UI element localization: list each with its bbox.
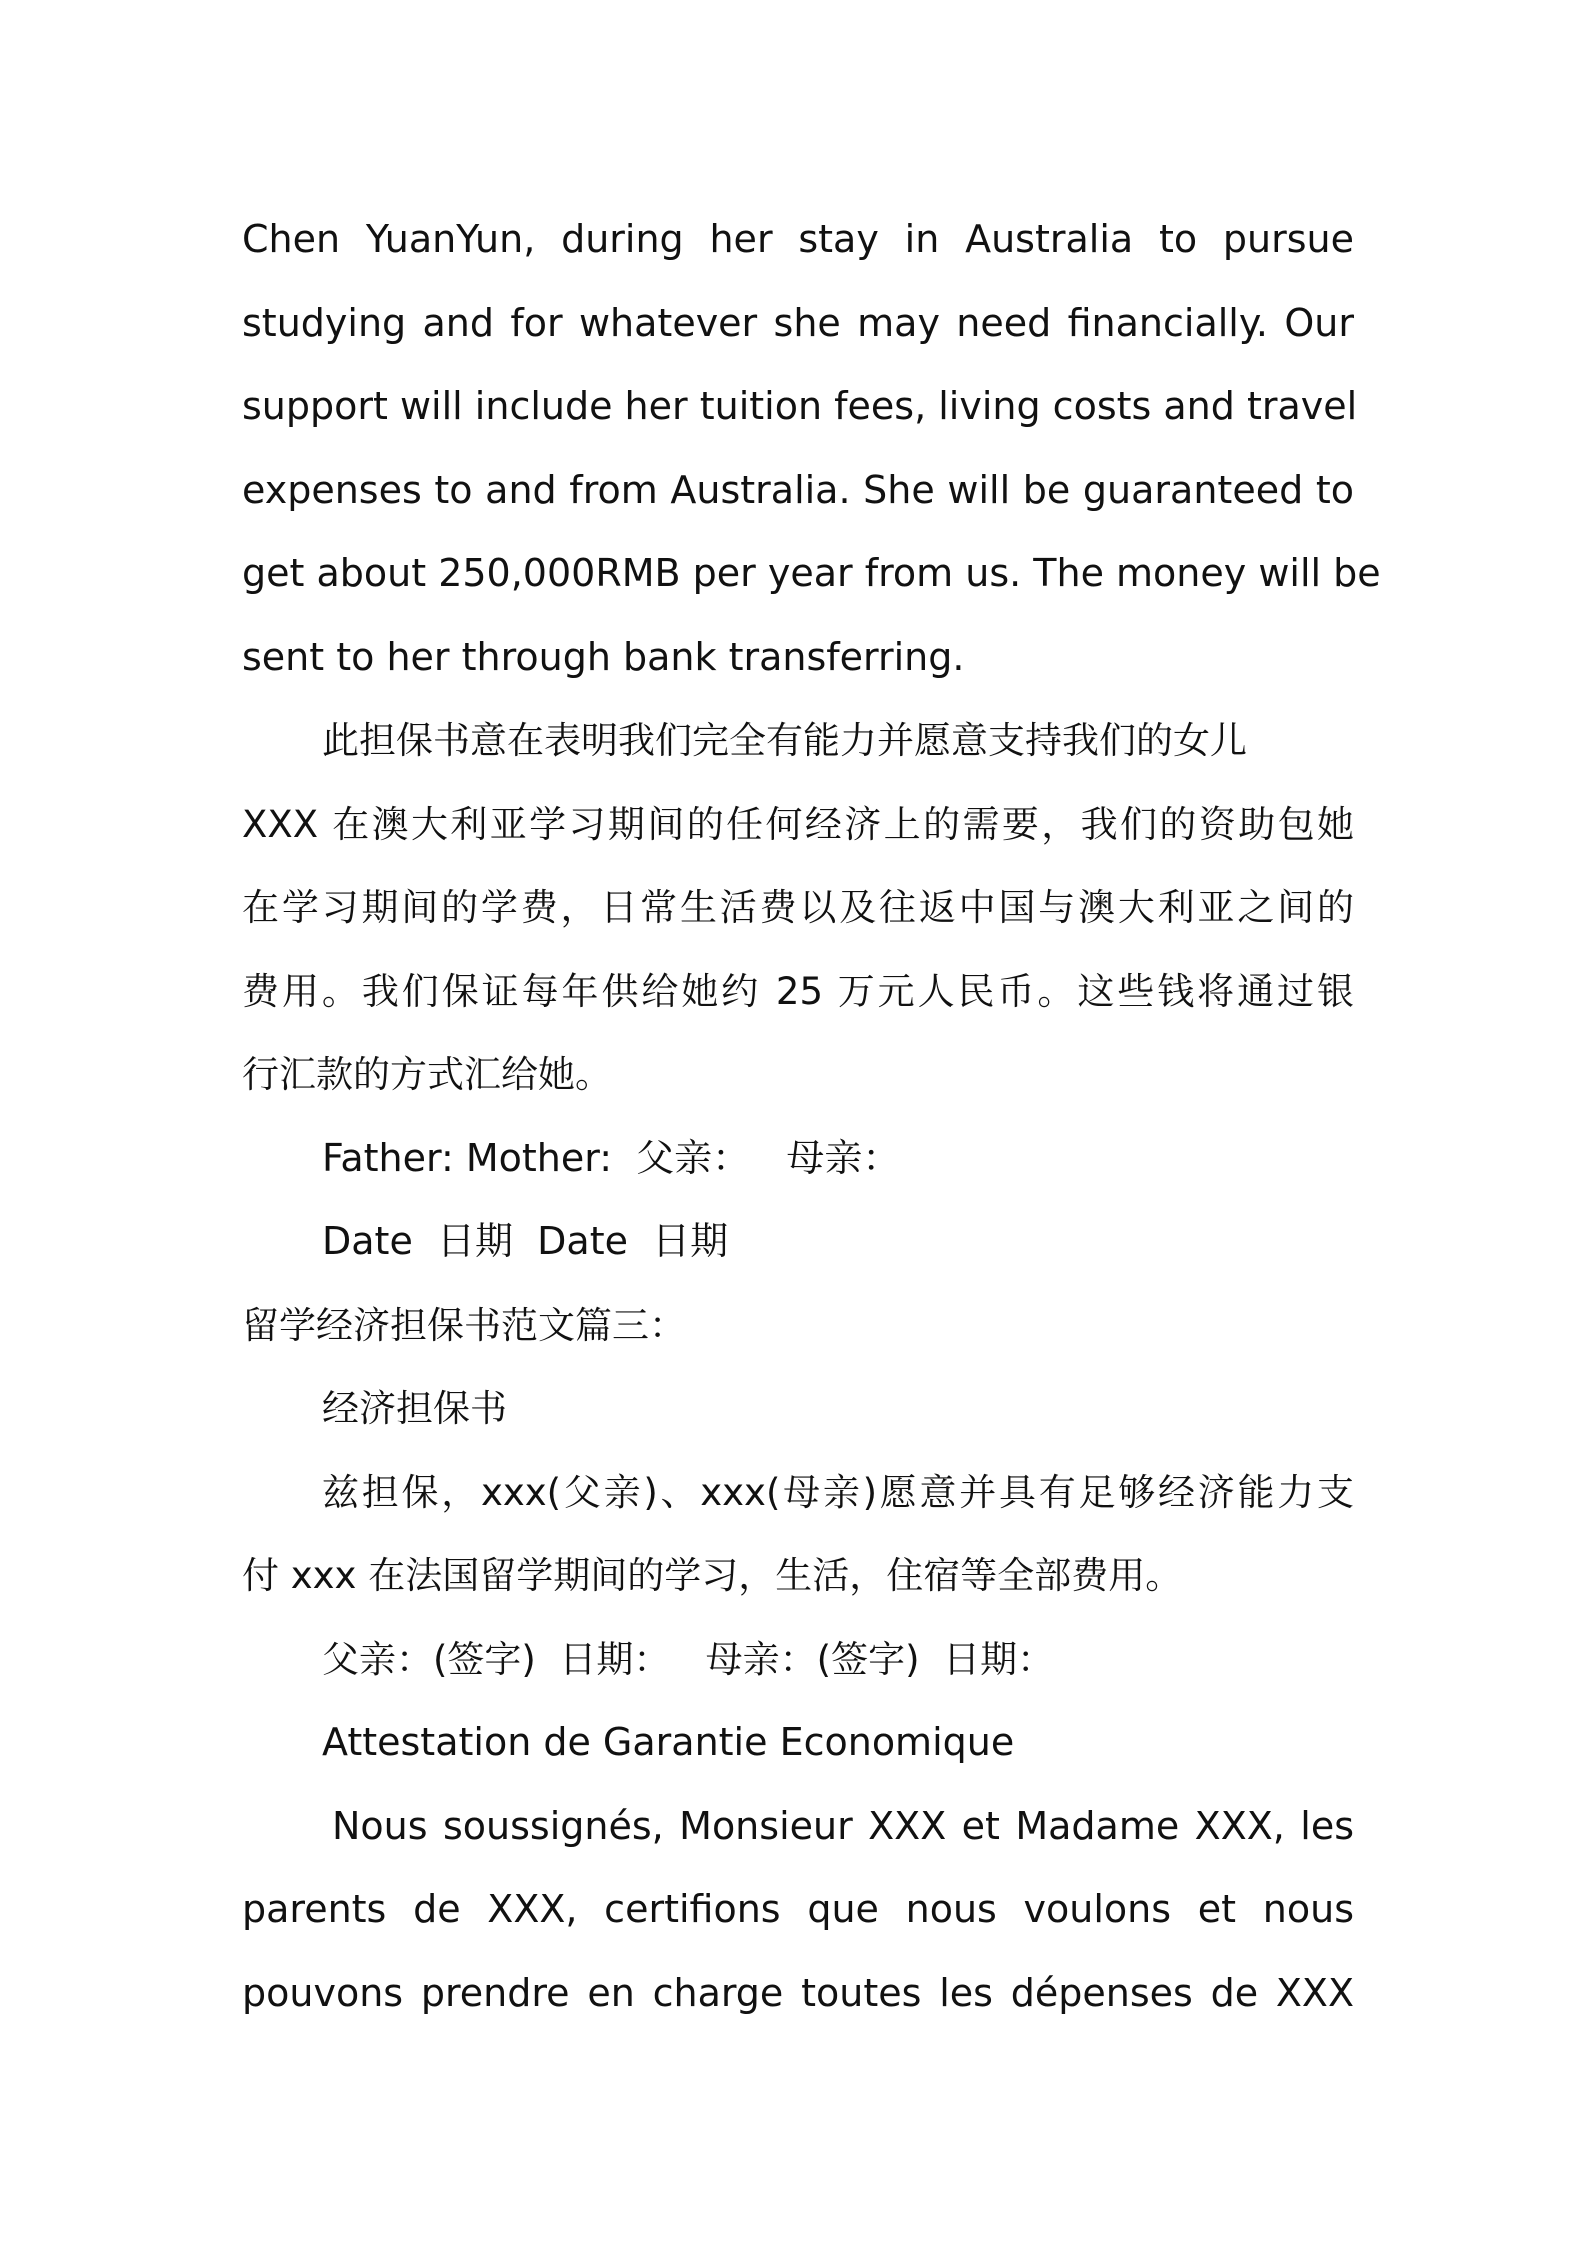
text-line: Chen YuanYun, during her stay in Australia to pursue — [242, 217, 1354, 261]
text-line: XXX 在澳大利亚学习期间的任何经济上的需要，我们的资助包她 — [242, 802, 1354, 846]
sign-date-line: 父亲：(签字) 日期： 母亲：(签字) 日期： — [322, 1637, 1055, 1681]
text-line: 行汇款的方式汇给她。 — [242, 1053, 612, 1096]
document-body — [242, 198, 1381, 2035]
text-line: get about 250,000RMB per year from us. The money will be — [242, 551, 1381, 595]
text-line: sent to her through bank transferring. — [242, 634, 965, 679]
text-line: 此担保书意在表明我们完全有能力并愿意支持我们的女儿 — [322, 719, 1247, 762]
text-line: 在学习期间的学费，日常生活费以及往返中国与澳大利亚之间的 — [242, 886, 1354, 929]
text-line: expenses to and from Australia. She will be guaranteed to — [242, 467, 1354, 512]
text-line: studying and for whatever she may need financially. Our — [242, 300, 1354, 345]
text-line: parents de XXX, certifions que nous voulons et nous — [242, 1887, 1354, 1931]
guarantee-paragraph — [242, 1451, 1354, 1618]
section-heading: 留学经济担保书范文篇三： — [242, 1303, 686, 1347]
text-line: Nous soussignés, Monsieur XXX et Madame XXX, les — [332, 1803, 1354, 1848]
text-line: 兹担保，xxx(父亲)、xxx(母亲)愿意并具有足够经济能力支 — [322, 1470, 1354, 1514]
english-paragraph — [242, 198, 1381, 699]
french-paragraph — [242, 1785, 1354, 2036]
date-line: Date 日期 Date 日期 — [322, 1219, 729, 1263]
text-line: pouvons prendre en charge toutes les dépenses de XXX — [242, 1970, 1354, 2015]
text-line: 付 xxx 在法国留学期间的学习，生活，住宿等全部费用。 — [242, 1554, 1183, 1597]
chinese-paragraph — [242, 699, 1354, 1117]
signature-line: Father: Mother: 父亲： 母亲： — [322, 1135, 901, 1180]
french-title: Attestation de Garantie Economique — [322, 1720, 1015, 1764]
text-line: 费用。我们保证每年供给她约 25 万元人民币。这些钱将通过银 — [242, 969, 1354, 1013]
text-line: support will include her tuition fees, living costs and travel — [242, 384, 1358, 428]
doc-title: 经济担保书 — [322, 1387, 507, 1430]
